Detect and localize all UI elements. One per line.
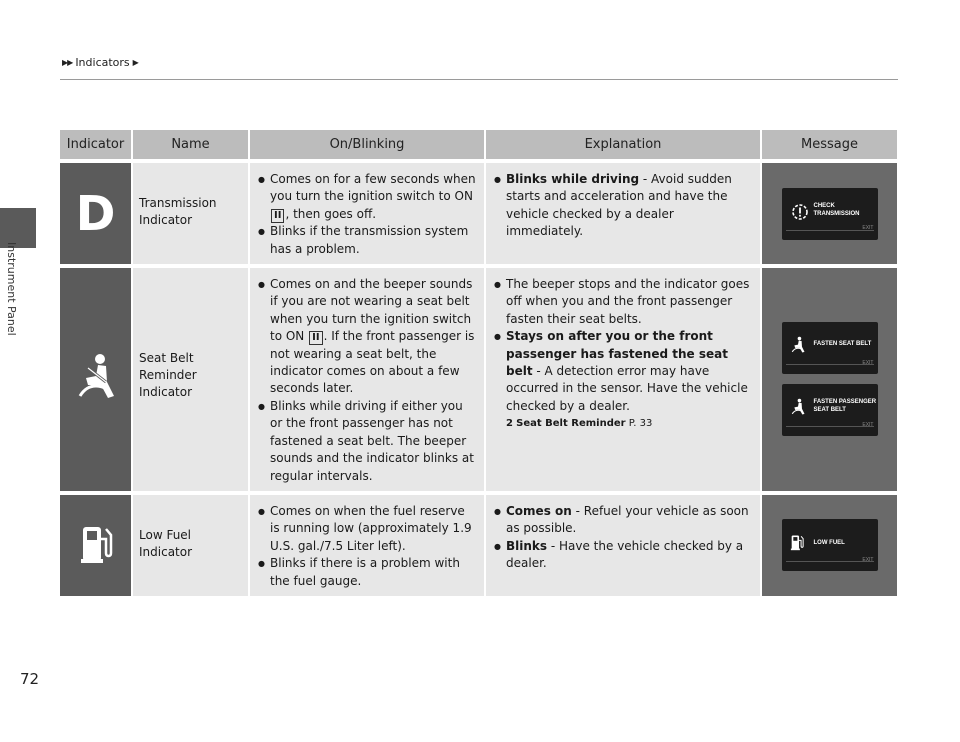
message-display: FASTEN PASSENGER SEAT BELT EXIT [782,384,878,436]
seat-belt-icon [790,336,806,354]
table-header-row [60,130,897,159]
on-blinking-cell [250,159,486,264]
list-item: ● Comes on when the fuel reserve is running low (approximately 1.9 U.S. gal./7.5 Liter left). [256,503,478,555]
indicator-name: Transmission Indicator [133,159,250,264]
column-header: Explanation [486,130,762,159]
transmission-d-icon: D [75,185,116,242]
table-row [60,159,897,264]
gear-warning-icon [790,202,810,222]
list-item: ● Comes on and the beeper sounds if you are not wearing a seat belt when you turn the ignition switch to ON II . If the front passenger is not wearing a seat belt, the indicator comes on about a few seconds later. [256,276,478,398]
explanation-cell [486,491,762,596]
list-item: ● Blinks if there is a problem with the fuel gauge. [256,555,478,590]
seat-belt-icon [790,398,806,416]
breadcrumb-section[interactable]: Indicators [75,56,130,69]
breadcrumb-arrow-icon: ▶▶ [62,58,73,67]
list-item: ● Blinks while driving if either you or the front passenger has not fastened a seat belt. The beeper sounds and the indicator blinks at regular intervals. [256,398,478,485]
list-item: ● Comes on - Refuel your vehicle as soon as possible. [492,503,754,538]
message-cell [762,264,897,491]
column-header: Message [762,130,897,159]
indicator-cell [60,491,133,596]
message-cell [762,159,897,264]
ignition-key-icon: II [271,209,284,223]
list-item: ● Comes on for a few seconds when you turn the ignition switch to ON II , then goes off. [256,171,478,223]
list-item: ● The beeper stops and the indicator goes off when you and the front passenger fasten their seat belts. [492,276,754,328]
list-item: ● Blinks if the transmission system has a problem. [256,223,478,258]
indicator-table [60,130,897,596]
page-number: 72 [20,670,40,688]
column-header: Name [133,130,250,159]
indicator-name: Seat Belt Reminder Indicator [133,264,250,491]
table-row [60,264,897,491]
list-item: ● Blinks - Have the vehicle checked by a dealer. [492,538,754,573]
breadcrumb-arrow-icon: ▶ [132,58,138,67]
on-blinking-cell [250,264,486,491]
indicator-cell [60,264,133,491]
explanation-cell [486,159,762,264]
column-header: On/Blinking [250,130,486,159]
message-display: FASTEN SEAT BELT EXIT [782,322,878,374]
fuel-pump-icon [790,533,804,551]
breadcrumb [62,56,138,69]
message-cell [762,491,897,596]
table-row [60,491,897,596]
list-item: ● Blinks while driving - Avoid sudden starts and acceleration and have the vehicle checked by a dealer immediately. [492,171,754,241]
header-divider [60,79,898,80]
message-display: LOW FUEL EXIT [782,519,878,571]
ignition-key-icon: II [309,331,322,345]
seat-belt-icon [74,352,118,402]
fuel-pump-icon [79,521,113,565]
indicator-cell [60,159,133,264]
message-display: CHECK TRANSMISSION EXIT [782,188,878,240]
reference-arrow-icon: 2 [506,418,513,430]
indicator-name: Low Fuel Indicator [133,491,250,596]
list-item: ● Stays on after you or the front passenger has fastened the seat belt - A detection error may have occurred in the sensor. Have the vehicle checked by a dealer. [492,328,754,415]
on-blinking-cell [250,491,486,596]
column-header: Indicator [60,130,133,159]
chapter-label: Instrument Panel [5,242,18,336]
explanation-cell [486,264,762,491]
cross-reference-link[interactable]: 2 Seat Belt Reminder P. 33 [506,418,653,430]
